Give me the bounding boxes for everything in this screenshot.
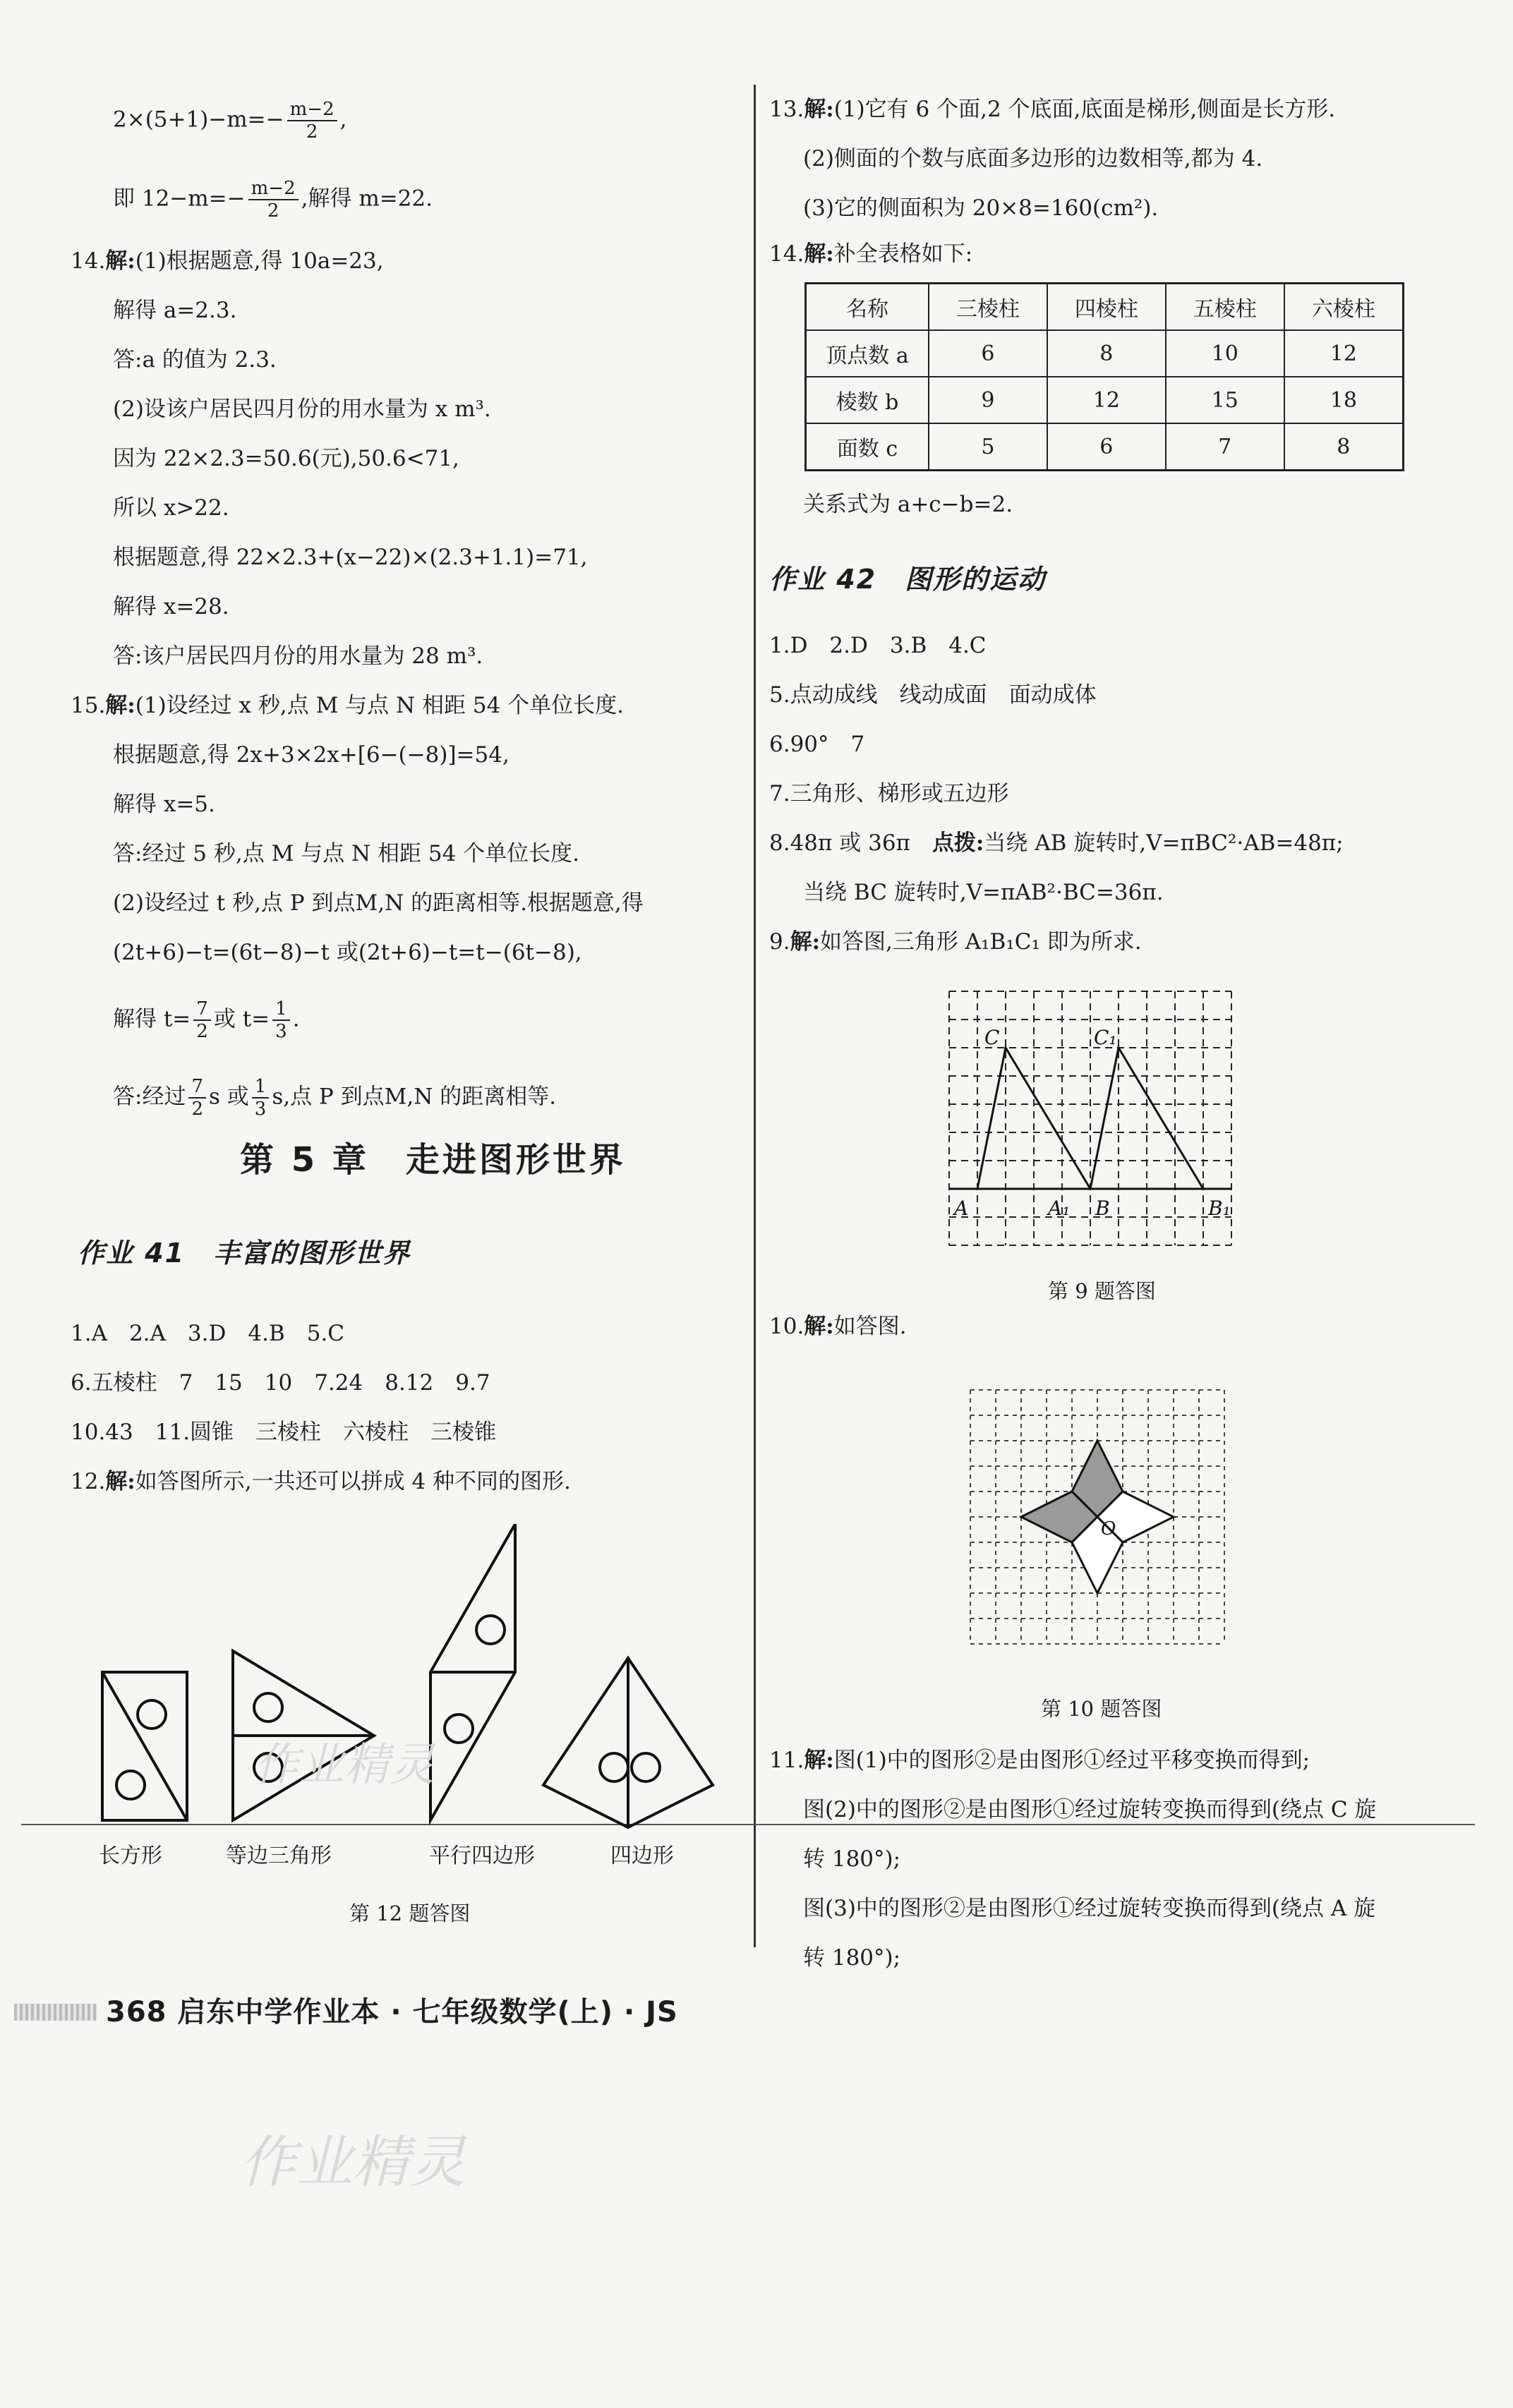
q9-heading: 9.解:如答图,三角形 A₁B₁C₁ 即为所求.: [769, 929, 1142, 955]
text-line: 图(2)中的图形②是由图形①经过旋转变换而得到(绕点 C 旋: [803, 1797, 1377, 1822]
section-title-41: 作业 41 丰富的图形世界: [78, 1238, 411, 1269]
text-line: (2t+6)−t=(6t−8)−t 或(2t+6)−t=t−(6t−8),: [113, 940, 582, 965]
answers-line: 5.点动成线 线动成面 面动成体: [769, 682, 1097, 708]
prism-table: [804, 282, 1404, 471]
q10-heading: 10.解:如答图.: [769, 1314, 907, 1339]
shape-label-rectangle: 长方形: [99, 1844, 162, 1868]
text-line: 根据题意,得 2x+3×2x+[6−(−8)]=54,: [113, 742, 510, 768]
page-footer: 368 启东中学作业本 · 七年级数学(上) · JS: [106, 1996, 678, 2028]
watermark: 作业精灵: [240, 2129, 466, 2195]
label-a1: A₁: [1048, 1197, 1071, 1220]
text-line: (2)设该户居民四月份的用水量为 x m³.: [113, 397, 491, 422]
answers-line: 1.D 2.D 3.B 4.C: [769, 633, 987, 658]
fraction: $\frac{1}{3}$: [252, 1076, 270, 1120]
answers-line: 6.五棱柱 7 15 10 7.24 8.12 9.7: [71, 1370, 490, 1396]
caption-fig10: 第 10 题答图: [1041, 1697, 1162, 1721]
text-line: (2)设经过 t 秒,点 P 到点M,N 的距离相等.根据题意,得: [113, 890, 644, 916]
text-line: 解得 x=5.: [113, 792, 215, 817]
answers-line: 8.48π 或 36π 点拨:当绕 AB 旋转时,V=πBC²·AB=48π;: [769, 830, 1344, 856]
table-row: 面数 c 5 6 7 8: [806, 423, 1404, 471]
answers-line: 7.三角形、梯形或五边形: [769, 781, 1009, 806]
eq-solution: 解得 t= $\frac{7}{2}$ 或 t= $\frac{1}{3}$ .: [113, 998, 300, 1042]
text-line: 答:a 的值为 2.3.: [113, 347, 277, 373]
label-b: B: [1095, 1197, 1110, 1220]
q11-heading: 11.解:图(1)中的图形②是由图形①经过平移变换而得到;: [769, 1748, 1310, 1773]
text-line: (3)它的侧面积为 20×8=160(cm²).: [803, 195, 1159, 221]
footer-decoration: [14, 2004, 97, 2021]
label-b1: B₁: [1208, 1197, 1231, 1220]
q13-heading: 13.解:(1)它有 6 个面,2 个底面,底面是梯形,侧面是长方形.: [769, 97, 1336, 122]
text-line: 转 180°);: [803, 1945, 901, 1971]
label-c1: C₁: [1094, 1026, 1117, 1049]
caption-fig9: 第 9 题答图: [1048, 1279, 1156, 1303]
text-line: 所以 x>22.: [113, 495, 229, 521]
label-c: C: [984, 1026, 1000, 1049]
text-line: 答:经过 5 秒,点 M 与点 N 相距 54 个单位长度.: [113, 841, 580, 866]
label-o: O: [1101, 1518, 1116, 1539]
shape-label-triangle: 等边三角形: [226, 1844, 332, 1868]
text-line: 解得 x=28.: [113, 594, 229, 619]
text-line: 根据题意,得 22×2.3+(x−22)×(2.3+1.1)=71,: [113, 545, 588, 570]
chapter-title: 第 5 章 走进图形世界: [240, 1140, 626, 1180]
text-line: 转 180°);: [803, 1846, 901, 1872]
answers-line: 10.43 11.圆锥 三棱柱 六棱柱 三棱锥: [71, 1420, 497, 1445]
caption-fig12: 第 12 题答图: [349, 1901, 471, 1925]
text-line: 因为 22×2.3=50.6(元),50.6<71,: [113, 446, 459, 471]
eq-answer: 答:经过 $\frac{7}{2}$ s 或 $\frac{1}{3}$ s,点 P 到点M,N 的距离相等.: [113, 1076, 557, 1120]
section-title-42: 作业 42 图形的运动: [769, 564, 1047, 595]
answers-line: 1.A 2.A 3.D 4.B 5.C: [71, 1321, 345, 1346]
fraction: $\frac{1}{3}$: [272, 998, 290, 1042]
fraction: $\frac{m-2}{2}$: [287, 99, 337, 143]
fig9-grid: [946, 988, 1256, 1256]
table-row: 顶点数 a 6 8 10 12: [806, 330, 1404, 377]
fig10-grid: [967, 1386, 1235, 1654]
label-a: A: [954, 1197, 969, 1220]
watermark: 作业精灵: [254, 1739, 435, 1791]
eq-line-1: 2×(5+1)−m=− $\frac{m-2}{2}$ ,: [113, 99, 347, 143]
q12-heading: 12.解:如答图所示,一共还可以拼成 4 种不同的图形.: [71, 1469, 571, 1494]
text-line: (2)侧面的个数与底面多边形的边数相等,都为 4.: [803, 146, 1263, 171]
table-row: 名称 三棱柱 四棱柱 五棱柱 六棱柱: [806, 284, 1404, 331]
q14-heading: 14.解:(1)根据题意,得 10a=23,: [71, 248, 384, 274]
table-row: 棱数 b 9 12 15 18: [806, 377, 1404, 423]
q15-heading: 15.解:(1)设经过 x 秒,点 M 与点 N 相距 54 个单位长度.: [71, 693, 625, 718]
shape-label-parallelogram: 平行四边形: [429, 1844, 535, 1868]
relation-line: 关系式为 a+c−b=2.: [803, 492, 1013, 517]
fraction: $\frac{7}{2}$: [188, 1076, 206, 1120]
shape-label-quadrilateral: 四边形: [610, 1844, 674, 1868]
eq-line-2: 即 12−m=− $\frac{m-2}{2}$ ,解得 m=22.: [113, 178, 433, 222]
text-line: 解得 a=2.3.: [113, 298, 237, 323]
text-line: 当绕 BC 旋转时,V=πAB²·BC=36π.: [803, 880, 1164, 905]
text-line: 图(3)中的图形②是由图形①经过旋转变换而得到(绕点 A 旋: [803, 1896, 1376, 1921]
column-divider: [754, 85, 756, 1947]
q12-figure: [71, 1524, 741, 1841]
text-line: 答:该户居民四月份的用水量为 28 m³.: [113, 643, 483, 669]
fraction: $\frac{7}{2}$: [193, 998, 211, 1042]
answers-line: 6.90° 7: [769, 732, 865, 757]
q14-heading: 14.解:补全表格如下:: [769, 241, 973, 267]
fraction: $\frac{m-2}{2}$: [248, 178, 299, 222]
